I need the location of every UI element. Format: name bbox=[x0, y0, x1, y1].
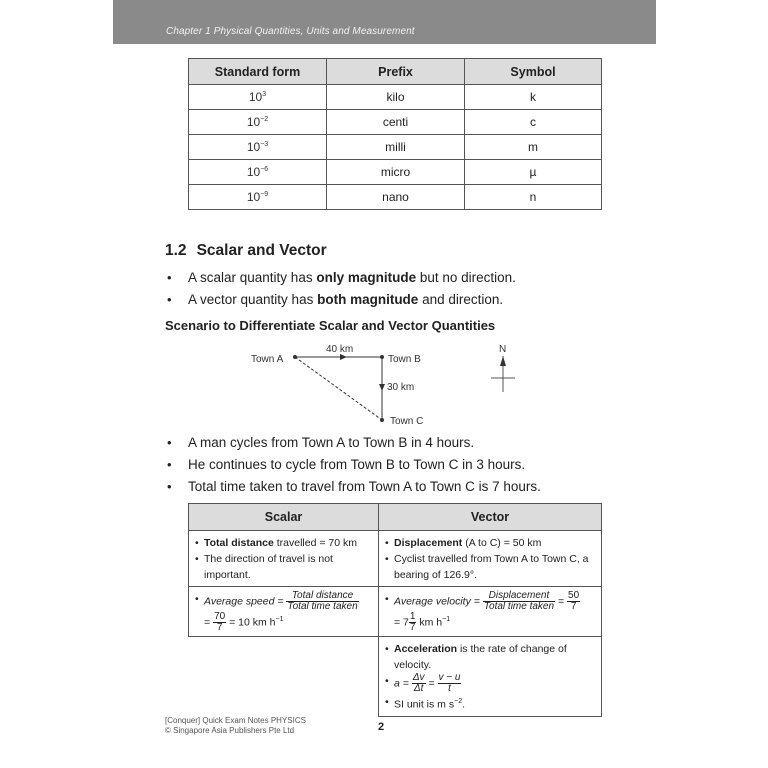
mixed-whole: = 7 bbox=[394, 616, 409, 629]
numerator: Δv bbox=[412, 672, 425, 684]
comparison-header bbox=[189, 504, 602, 531]
numerator: 50 bbox=[568, 590, 580, 601]
standard-form-cell bbox=[189, 185, 327, 210]
header-band bbox=[113, 0, 656, 44]
section-name: Scalar and Vector bbox=[196, 242, 327, 259]
formula-label: Average velocity = bbox=[394, 595, 480, 608]
unit-exponent: −1 bbox=[442, 616, 451, 623]
text: is the rate of change of velocity. bbox=[394, 643, 567, 672]
section-number: 1.2 bbox=[165, 242, 187, 259]
list-item bbox=[385, 535, 595, 551]
term: Displacement bbox=[394, 537, 463, 549]
town-a-label: Town A bbox=[251, 354, 284, 365]
table-row bbox=[189, 85, 602, 110]
scenario-heading: Scenario to Differentiate Scalar and Vector Quantities bbox=[165, 318, 496, 333]
list-item: • Cyclist travelled from Town A to Town C, a bearing of 126.9°. bbox=[385, 551, 595, 583]
text: (A to C) = 50 km bbox=[462, 537, 542, 549]
chapter-title: Chapter 1 Physical Quantities, Units and Measurement bbox=[166, 26, 415, 37]
text: travelled = 70 km bbox=[273, 537, 357, 549]
fraction bbox=[213, 612, 226, 633]
section-title bbox=[165, 242, 327, 260]
definition-emphasis: both magnitude bbox=[317, 292, 419, 307]
equals: = bbox=[204, 616, 211, 629]
symbol-cell: c bbox=[465, 110, 602, 135]
bc-distance-label: 30 km bbox=[387, 382, 415, 393]
town-b-label: Town B bbox=[388, 354, 421, 365]
prefix-cell: kilo bbox=[327, 85, 465, 110]
route-diagram bbox=[240, 338, 540, 433]
col-standard-form: Standard form bbox=[189, 59, 327, 85]
standard-form-cell bbox=[189, 85, 327, 110]
standard-form-cell bbox=[189, 110, 327, 135]
base: 10 bbox=[246, 115, 261, 129]
denominator: Total time taken bbox=[287, 601, 358, 612]
numerator: 70 bbox=[214, 611, 226, 623]
list-item bbox=[195, 591, 372, 633]
equals: = bbox=[428, 677, 435, 690]
page-number: 2 bbox=[378, 721, 385, 733]
numerator: Total distance bbox=[286, 591, 358, 602]
standard-form-cell bbox=[189, 160, 327, 185]
term: Total distance bbox=[204, 537, 274, 549]
table-row bbox=[189, 110, 602, 135]
numerator: v − u bbox=[438, 672, 461, 684]
base: 10 bbox=[246, 165, 261, 179]
col-vector: Vector bbox=[379, 504, 602, 531]
list-item bbox=[195, 535, 372, 551]
definition-text: A scalar quantity has bbox=[188, 270, 317, 285]
table-row bbox=[189, 160, 602, 185]
term: Acceleration bbox=[394, 643, 458, 656]
scalar-vector-table bbox=[188, 503, 602, 717]
prefix-cell: micro bbox=[327, 160, 465, 185]
footer-publisher: © Singapore Asia Publishers Pte Ltd bbox=[165, 726, 295, 735]
displacement-line bbox=[295, 357, 382, 420]
list-item: • He continues to cycle from Town B to Town C in 3 hours. bbox=[167, 454, 541, 476]
list-item: • Total time taken to travel from Town A to Town C is 7 hours. bbox=[167, 476, 541, 498]
list-item bbox=[167, 267, 516, 289]
definition-text: and direction. bbox=[418, 292, 504, 307]
denominator: 7 bbox=[216, 622, 223, 634]
symbol-cell: k bbox=[465, 85, 602, 110]
definition-text: but no direction. bbox=[416, 270, 516, 285]
town-c-label: Town C bbox=[390, 416, 424, 427]
col-scalar: Scalar bbox=[189, 504, 379, 531]
ab-distance-label: 40 km bbox=[326, 344, 354, 355]
definition-emphasis: only magnitude bbox=[316, 270, 417, 285]
prefix-cell: centi bbox=[327, 110, 465, 135]
list-item bbox=[167, 289, 516, 311]
exponent: −9 bbox=[260, 191, 269, 198]
numerator: Displacement bbox=[483, 591, 555, 602]
exponent: 3 bbox=[262, 91, 267, 98]
table-row bbox=[189, 185, 602, 210]
list-item bbox=[385, 591, 595, 633]
table-row bbox=[189, 135, 602, 160]
denominator: Total time taken bbox=[483, 601, 555, 612]
list-item bbox=[385, 694, 595, 713]
base: 10 bbox=[246, 140, 261, 154]
town-c-dot bbox=[380, 418, 384, 422]
col-prefix: Prefix bbox=[327, 59, 465, 85]
formula-label: a = bbox=[394, 677, 409, 690]
empty-cell bbox=[189, 637, 379, 717]
prefix-cell: milli bbox=[327, 135, 465, 160]
col-symbol: Symbol bbox=[465, 59, 602, 85]
prefix-table-header bbox=[189, 59, 602, 85]
symbol-cell: n bbox=[465, 185, 602, 210]
arrow-bc bbox=[379, 384, 385, 391]
exponent: −3 bbox=[260, 141, 269, 148]
base: 10 bbox=[248, 90, 263, 104]
denominator: 7 bbox=[409, 622, 416, 634]
unit: km h bbox=[419, 616, 443, 629]
vector-cell bbox=[379, 637, 602, 717]
numerator: 1 bbox=[409, 611, 416, 623]
symbol-cell: m bbox=[465, 135, 602, 160]
fraction bbox=[286, 591, 358, 612]
list-item: • The direction of travel is not important. bbox=[195, 551, 372, 583]
fraction bbox=[438, 673, 462, 694]
definition-list bbox=[167, 267, 516, 311]
denominator: Δt bbox=[413, 683, 424, 695]
prefix-cell: nano bbox=[327, 185, 465, 210]
list-item bbox=[385, 673, 595, 694]
fraction bbox=[483, 591, 555, 612]
town-a-dot bbox=[293, 355, 297, 359]
footer-book-title: [Conquer] Quick Exam Notes PHYSICS bbox=[165, 716, 306, 725]
north-label: N bbox=[499, 344, 507, 355]
fraction bbox=[567, 591, 580, 612]
fraction bbox=[412, 673, 426, 694]
scenario-list bbox=[167, 432, 541, 498]
scalar-cell bbox=[189, 587, 379, 637]
town-b-dot bbox=[380, 355, 384, 359]
result: = 10 km h bbox=[229, 616, 276, 629]
symbol-cell: µ bbox=[465, 160, 602, 185]
definition-text: A vector quantity has bbox=[188, 292, 318, 307]
list-item bbox=[385, 641, 595, 673]
unit-exponent: −1 bbox=[275, 616, 284, 623]
table-row bbox=[189, 637, 602, 717]
text: SI unit is m s bbox=[394, 698, 455, 711]
table-row bbox=[189, 587, 602, 637]
standard-form-cell bbox=[189, 135, 327, 160]
vector-cell bbox=[379, 587, 602, 637]
list-item: • A man cycles from Town A to Town B in 4 hours. bbox=[167, 432, 541, 454]
denominator: 7 bbox=[570, 601, 577, 612]
prefix-table bbox=[188, 58, 602, 210]
text: . bbox=[462, 698, 466, 711]
equals: = bbox=[557, 595, 565, 608]
fraction bbox=[409, 612, 417, 633]
exponent: −6 bbox=[260, 166, 269, 173]
exponent: −2 bbox=[260, 116, 269, 123]
scalar-cell bbox=[189, 531, 379, 587]
vector-cell bbox=[379, 531, 602, 587]
footer-credits bbox=[165, 716, 306, 736]
table-row bbox=[189, 531, 602, 587]
base: 10 bbox=[246, 190, 261, 204]
formula-label: Average speed = bbox=[204, 595, 284, 608]
denominator: t bbox=[448, 683, 451, 695]
compass-icon bbox=[491, 356, 515, 392]
unit-exponent: −2 bbox=[454, 698, 463, 706]
